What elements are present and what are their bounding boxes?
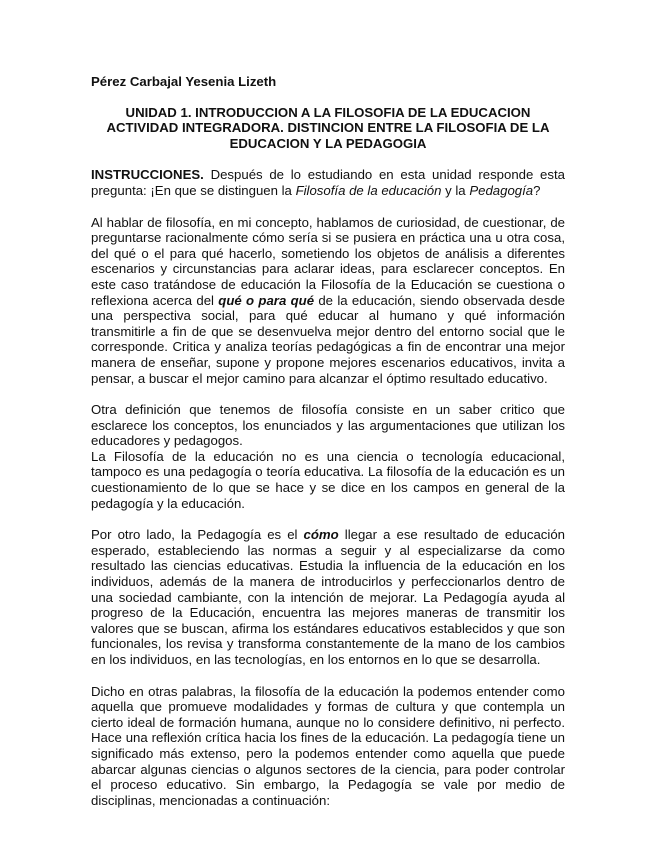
instructions-text-before: Después de lo estudiando en esta unidad responde esta pregunta: ¡En que se distinguen la (91, 167, 565, 198)
paragraph-4 (91, 527, 565, 667)
paragraph-5: Dicho en otras palabras, la filosofía de la educación la podemos entender como aquella que promueve modalidades y formas de cultura y que contempla un cierto ideal de formación humana, aunque no lo considere definitivo, ni perfecto. Hace una reflexión crítica hacia los fines de la educación. La pedagogía tiene un significado más extenso, pero la podemos entender como aquella que puede abarcar algunas ciencias o algunos sectores de la ciencia, para poder controlar el proceso educativo. Sin embargo, la Pedagogía se vale por medio de disciplinas, mencionadas a continuación: (91, 683, 565, 808)
instructions-term-filosofia: Filosofía de la educación (295, 182, 442, 198)
author-name: Pérez Carbajal Yesenia Lizeth (91, 74, 277, 89)
paragraph-4-emphasis: cómo (303, 527, 339, 543)
title-line-2: ACTIVIDAD INTEGRADORA. DISTINCION ENTRE LA FILOSOFIA DE LA (106, 120, 550, 136)
instructions-text-between: y la (441, 182, 470, 198)
title-line-1: UNIDAD 1. INTRODUCCION A LA FILOSOFIA DE LA EDUCACION (125, 104, 531, 120)
instructions-label: INSTRUCCIONES. (91, 167, 204, 183)
paragraph-3: La Filosofía de la educación no es una ciencia o tecnología educacional, tampoco es una pedagogía o teoría educativa. La filosofía de la educación es un cuestionamiento de lo que se hace y se dice en los campos en general de la pedagogía y la educación. (91, 448, 565, 511)
title-line-3: EDUCACION Y LA PEDAGOGIA (229, 135, 427, 151)
paragraph-1-part-1: Al hablar de filosofía, en mi concepto, hablamos de curiosidad, de cuestionar, de preguntarse racionalmente cómo sería si se pusiera en práctica una u otra cosa, del qué o el para qué hacerlo, sometiendo los objetos de análisis a diferentes escenarios y circunstancias para aclarar ideas, para esclarecer conceptos. En este caso tratándose de educación la Filosofía de la Educación se cuestiona o reflexiona acerca del (91, 214, 565, 308)
paragraph-4-part-2: llegar a ese resultado de educación esperado, estableciendo las normas a seguir y al especializarse da como resultado las ciencias educativas. Estudia la influencia de la educación en los individuos, además de la manera de introducirlos y perfeccionarlos dentro de una sociedad cambiante, con la intención de mejorar. La Pedagogía ayuda al progreso de la Educación, encuentra las mejores maneras de transmitir los valores que se buscan, afirma los estándares educativos establecidos y que son funcionales, los revisa y transforma constantemente de la mano de los cambios en los individuos, en las tecnologías, en los entornos en lo que se desarrolla. (91, 527, 565, 667)
paragraph-2: Otra definición que tenemos de filosofía consiste en un saber critico que esclarece los conceptos, los enunciados y las argumentaciones que utilizan los educadores y pedagogos. (91, 402, 565, 449)
document-title (91, 105, 565, 152)
instructions-term-pedagogia: Pedagogía (469, 182, 534, 198)
paragraph-4-part-1: Por otro lado, la Pedagogía es el (91, 527, 304, 543)
paragraph-1-part-2: de la educación, siendo observada desde una perspectiva social, para qué educar al humano y qué información transmitirle a fin de que se desenvuelva mejor dentro del entorno social que le corresponde. Critica y analiza teorías pedagógicas a fin de encontrar una mejor manera de enseñar, supone y propone mejores escenarios educativos, invita a pensar, a buscar el mejor camino para alcanzar el óptimo resultado educativo. (91, 292, 565, 386)
paragraph-1 (91, 215, 565, 387)
paragraph-1-emphasis: qué o para qué (218, 292, 315, 308)
instructions-text-after: ? (533, 182, 541, 198)
instructions-paragraph (91, 167, 565, 198)
